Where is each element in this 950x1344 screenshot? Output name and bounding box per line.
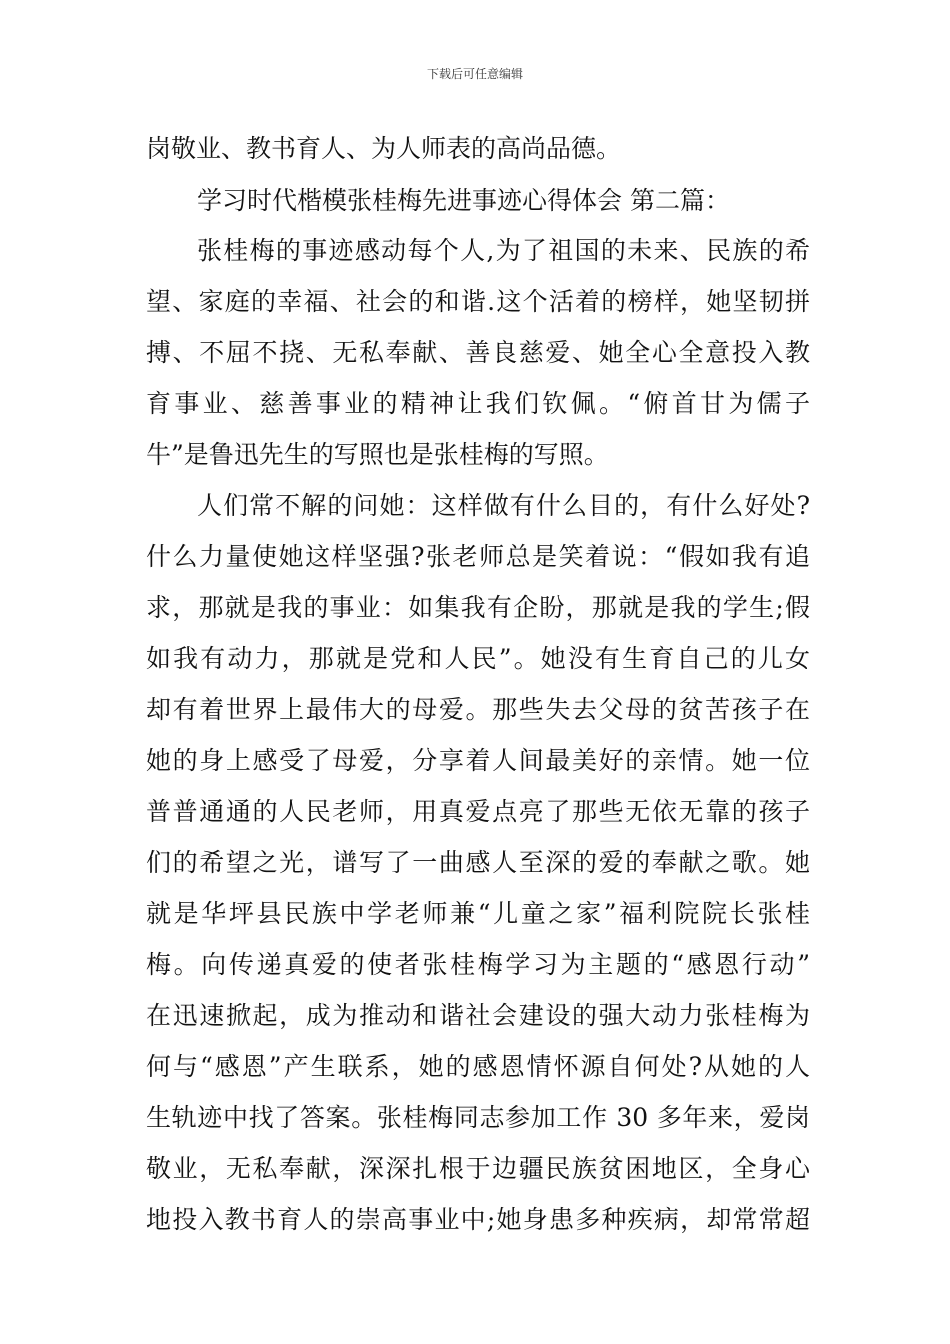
text-line: 育事业、慈善事业的精神让我们钦佩。“俯首甘为儒子 (146, 389, 810, 418)
section-heading: 学习时代楷模张桂梅先进事迹心得体会 第二篇： (197, 186, 730, 215)
text-line: 求，那就是我的事业：如集我有企盼，那就是我的学生;假 (146, 593, 810, 622)
text-line: 地投入教书育人的崇高事业中;她身患多种疾病，却常常超 (146, 1205, 810, 1234)
text-line: 人们常不解的问她：这样做有什么目的，有什么好处? (197, 491, 810, 520)
text-line: 如我有动力，那就是党和人民”。她没有生育自己的儿女 (146, 644, 810, 673)
text-line: 望、家庭的幸福、社会的和谐.这个活着的榜样，她坚韧拼 (146, 287, 810, 316)
text-line: 生轨迹中找了答案。张桂梅同志参加工作 30 多年来，爱岗 (146, 1103, 810, 1132)
text-line: 何与“感恩”产生联系，她的感恩情怀源自何处?从她的人 (146, 1052, 810, 1081)
text-line: 敬业，无私奉献，深深扎根于边疆民族贫困地区，全身心 (146, 1154, 810, 1183)
text-line: 搏、不屈不挠、无私奉献、善良慈爱、她全心全意投入教 (146, 338, 810, 367)
text-line: 普普通通的人民老师，用真爱点亮了那些无依无靠的孩子 (146, 797, 810, 826)
text-line: 牛”是鲁迅先生的写照也是张桂梅的写照。 (146, 440, 609, 469)
text-line: 们的希望之光，谱写了一曲感人至深的爱的奉献之歌。她 (146, 848, 810, 877)
page-header: 下载后可任意编辑 (426, 67, 523, 81)
text-line: 梅。向传递真爱的使者张桂梅学习为主题的“感恩行动” (146, 950, 810, 979)
text-line: 什么力量使她这样坚强?张老师总是笑着说：“假如我有追 (146, 542, 810, 571)
text-line: 张桂梅的事迹感动每个人,为了祖国的未来、民族的希 (197, 236, 810, 265)
text-line: 却有着世界上最伟大的母爱。那些失去父母的贫苦孩子在 (146, 695, 810, 724)
text-line: 她的身上感受了母爱，分享着人间最美好的亲情。她一位 (146, 746, 810, 775)
text-line: 就是华坪县民族中学老师兼“儿童之家”福利院院长张桂 (146, 899, 810, 928)
text-line: 岗敬业、教书育人、为人师表的高尚品德。 (146, 134, 622, 163)
text-line: 在迅速掀起，成为推动和谐社会建设的强大动力张桂梅为 (146, 1001, 810, 1030)
